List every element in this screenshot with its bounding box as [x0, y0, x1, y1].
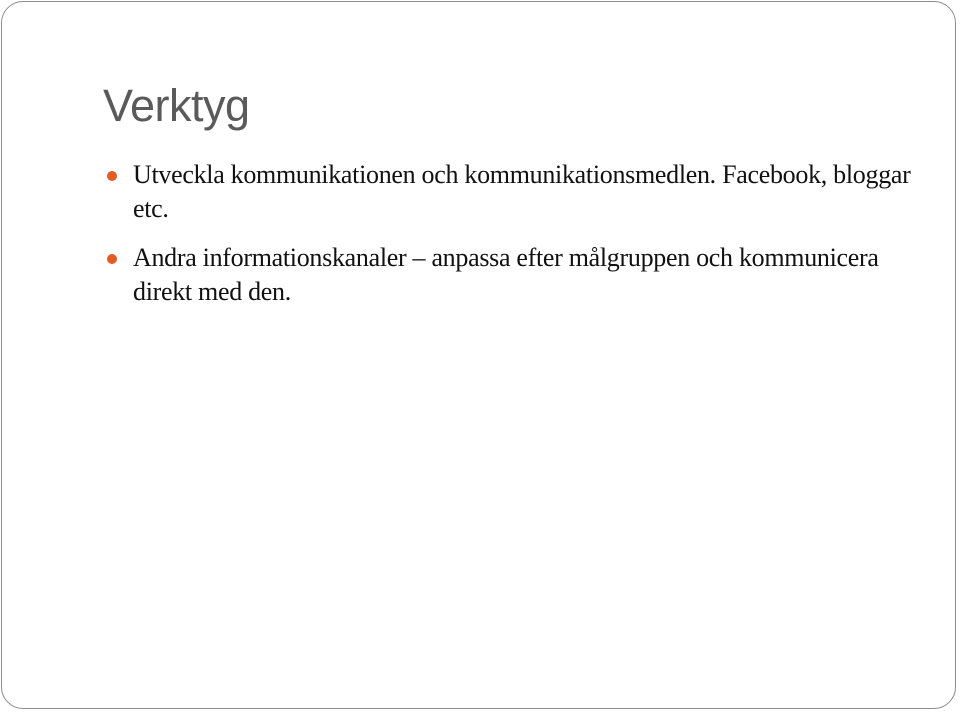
bullet-dot-icon	[107, 254, 117, 264]
bullet-text: Utveckla kommunikationen och kommunikationsmedlen. Facebook, bloggar etc.	[133, 160, 911, 223]
slide	[1, 1, 956, 709]
bullet-item	[104, 158, 924, 226]
slide-title: Verktyg	[103, 80, 250, 131]
bullet-list	[104, 158, 924, 324]
bullet-dot-icon	[107, 171, 117, 181]
bullet-item	[104, 241, 924, 309]
bullet-text: Andra informationskanaler – anpassa efter målgruppen och kommunicera direkt med den.	[133, 243, 879, 306]
